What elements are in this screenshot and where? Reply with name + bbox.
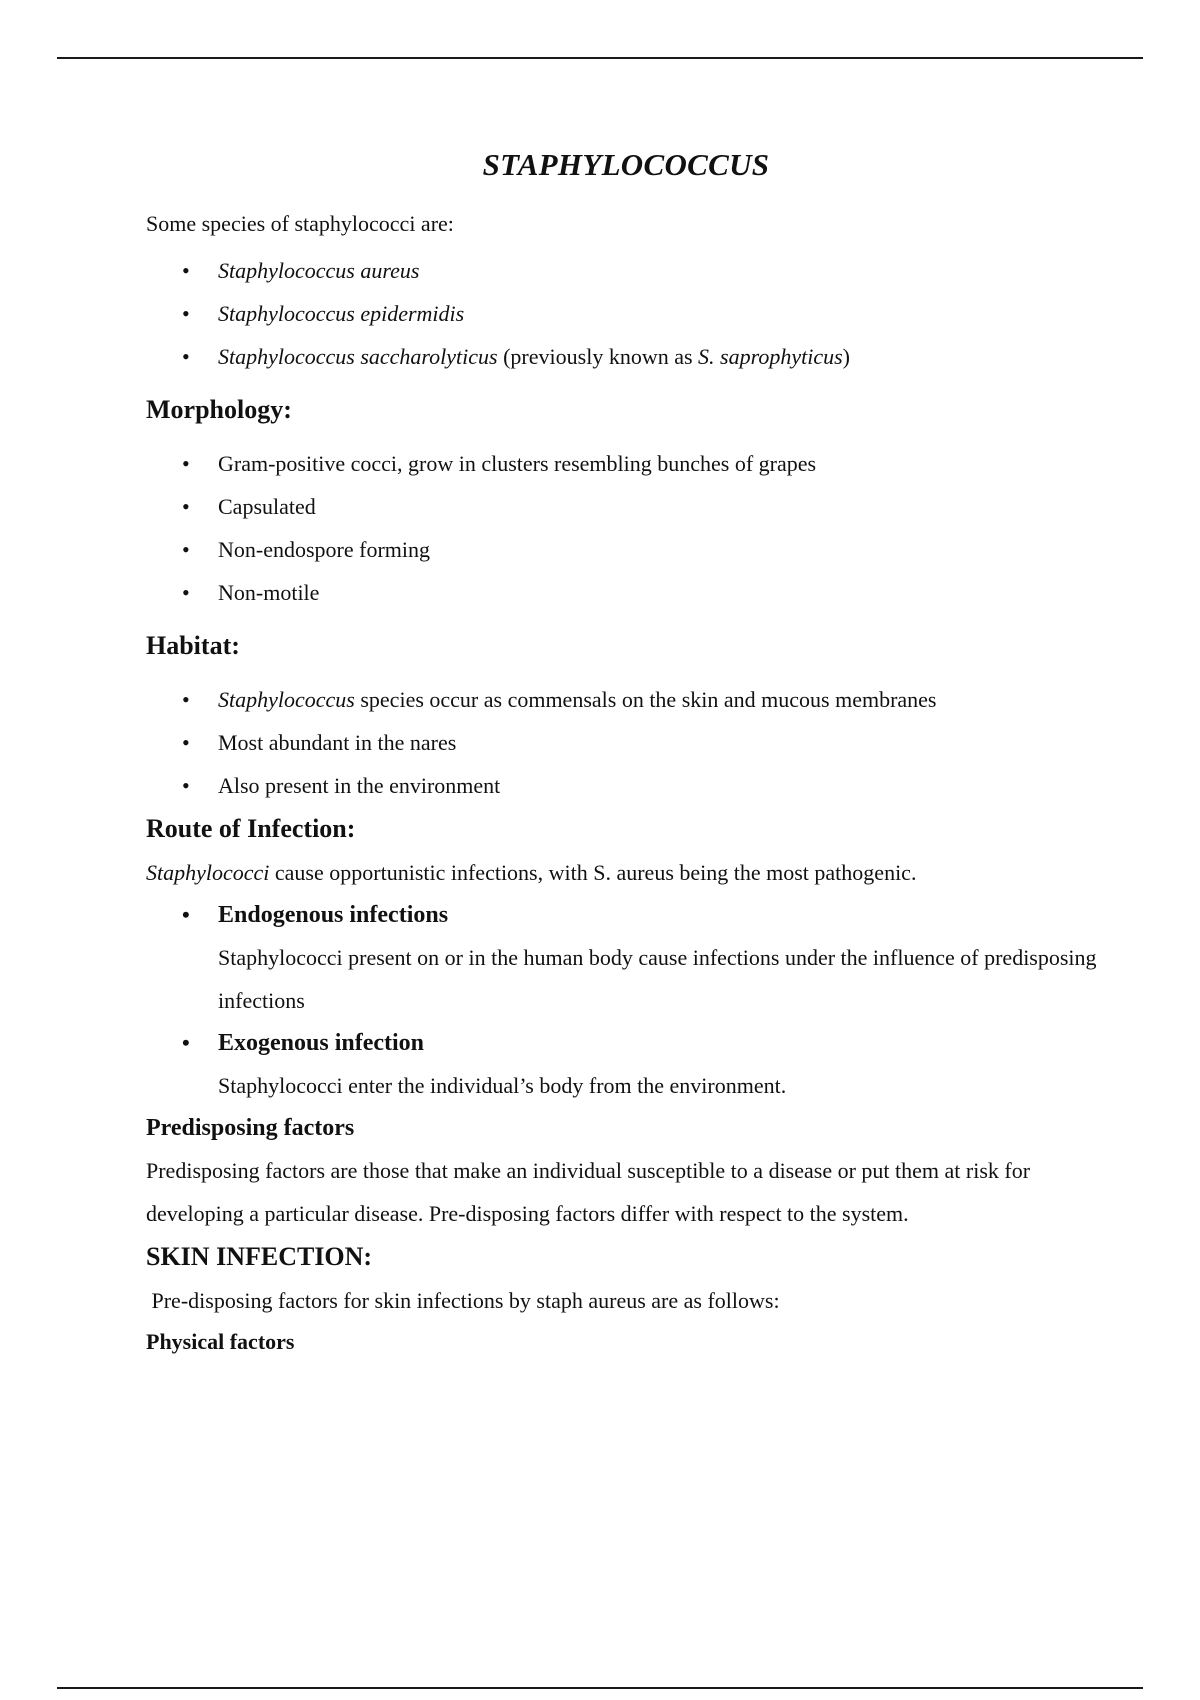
list-item: [146, 335, 1106, 378]
genus-name: Staphylococci: [146, 860, 270, 885]
endogenous-body: Staphylococci present on or in the human body cause infections under the influence of predisposing infections: [218, 945, 1097, 1013]
physical-factors-heading: Physical factors: [146, 1329, 295, 1354]
species-name: Staphylococcus saccharolyticus: [218, 344, 498, 369]
list-item: • Non-motile: [146, 571, 1106, 614]
species-name: Staphylococcus aureus: [218, 258, 420, 283]
skin-infection-body: Pre-disposing factors for skin infections by staph aureus are as follows:: [146, 1288, 780, 1313]
predisposing-body: Predisposing factors are those that make an individual susceptible to a disease or put them at risk for developing a particular disease. Pre-disposing factors differ with respect to the system.: [146, 1158, 1031, 1226]
exogenous-body: Staphylococci enter the individual’s body from the environment.: [218, 1073, 787, 1098]
list-item: [146, 249, 1106, 292]
route-intro: [146, 851, 1106, 894]
morphology-heading: Morphology:: [146, 395, 292, 424]
species-former-name: S. saprophyticus: [698, 344, 843, 369]
predisposing-heading: Predisposing factors: [146, 1115, 355, 1141]
habitat-list: [146, 678, 1106, 807]
endogenous-title: • Endogenous infections: [146, 894, 1106, 936]
list-item: • Non-endospore forming: [146, 528, 1106, 571]
list-item: [146, 678, 1106, 721]
morphology-list: [146, 442, 1106, 614]
list-item: • Most abundant in the nares: [146, 721, 1106, 764]
species-intro: Some species of staphylococci are:: [146, 211, 454, 236]
list-item: • Gram-positive cocci, grow in clusters resembling bunches of grapes: [146, 442, 1106, 485]
exogenous-title: • Exogenous infection: [146, 1022, 1106, 1064]
species-list: [146, 249, 1106, 378]
habitat-text: species occur as commensals on the skin and mucous membranes: [354, 687, 937, 712]
species-note-close: ): [842, 344, 850, 369]
list-item: • Capsulated: [146, 485, 1106, 528]
page-title: STAPHYLOCOCCUS: [482, 147, 770, 182]
route-list: [146, 894, 1106, 1107]
skin-infection-heading: SKIN INFECTION:: [146, 1242, 373, 1271]
list-item: [146, 292, 1106, 335]
species-note: (previously known as: [497, 344, 699, 369]
route-heading: Route of Infection:: [146, 814, 356, 843]
document-page: [146, 140, 1106, 1362]
genus-name: Staphylococcus: [218, 687, 355, 712]
list-item: • Also present in the environment: [146, 764, 1106, 807]
species-name: Staphylococcus epidermidis: [218, 301, 465, 326]
bottom-rule: [57, 1687, 1143, 1689]
top-rule: [57, 57, 1143, 59]
habitat-heading: Habitat:: [146, 631, 240, 660]
route-intro-text: cause opportunistic infections, with S. aureus being the most pathogenic.: [269, 860, 917, 885]
